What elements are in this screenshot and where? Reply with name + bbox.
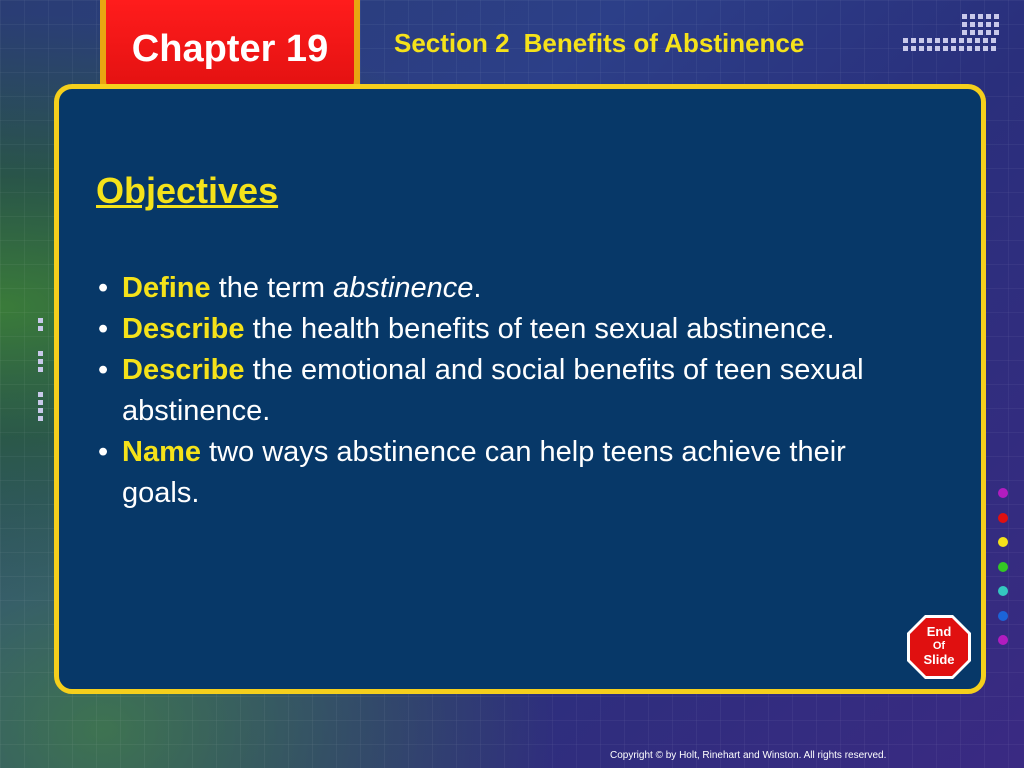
dot-icon <box>998 513 1008 523</box>
section-title <box>394 28 804 59</box>
dot-icon <box>998 611 1008 621</box>
slide-label: Slide <box>923 652 955 667</box>
stop-sign-icon <box>906 614 972 680</box>
objective-keyword: Define <box>122 272 211 304</box>
chapter-label: Chapter 19 <box>131 27 329 70</box>
dot-icon <box>998 537 1008 547</box>
end-of-slide-button[interactable] <box>906 614 972 680</box>
list-item <box>98 309 908 350</box>
dot-icon <box>998 562 1008 572</box>
objective-text: the term <box>210 272 334 304</box>
objectives-list <box>98 268 908 514</box>
dot-icon <box>998 635 1008 645</box>
objective-text: the emotional and social benefits of teen sexual abstinence. <box>122 354 864 427</box>
side-dot-column <box>998 488 1008 660</box>
objective-keyword: Name <box>122 436 201 468</box>
dot-icon <box>998 488 1008 498</box>
objective-keyword: Describe <box>122 354 245 386</box>
objective-emphasis: abstinence <box>333 272 474 304</box>
list-item <box>98 268 908 309</box>
objective-text: the health benefits of teen sexual abstinence. <box>244 313 835 345</box>
objective-text: two ways abstinence can help teens achieve their goals. <box>122 436 846 509</box>
dot-grid-icon <box>962 14 999 38</box>
end-label: End <box>926 624 952 639</box>
dot-icon <box>998 586 1008 596</box>
copyright-notice: Copyright © by Holt, Rinehart and Winston. All rights reserved. <box>610 750 887 761</box>
dot-grid-icon <box>38 318 43 424</box>
objective-keyword: Describe <box>122 313 245 345</box>
list-item <box>98 350 908 432</box>
objectives-heading: Objectives <box>96 170 279 211</box>
section-name: Benefits of Abstinence <box>523 28 805 58</box>
list-item <box>98 432 908 514</box>
dot-grid-icon <box>903 38 996 54</box>
objective-text: . <box>473 272 482 304</box>
section-label: Section 2 <box>394 28 510 58</box>
of-label: Of <box>932 640 946 652</box>
